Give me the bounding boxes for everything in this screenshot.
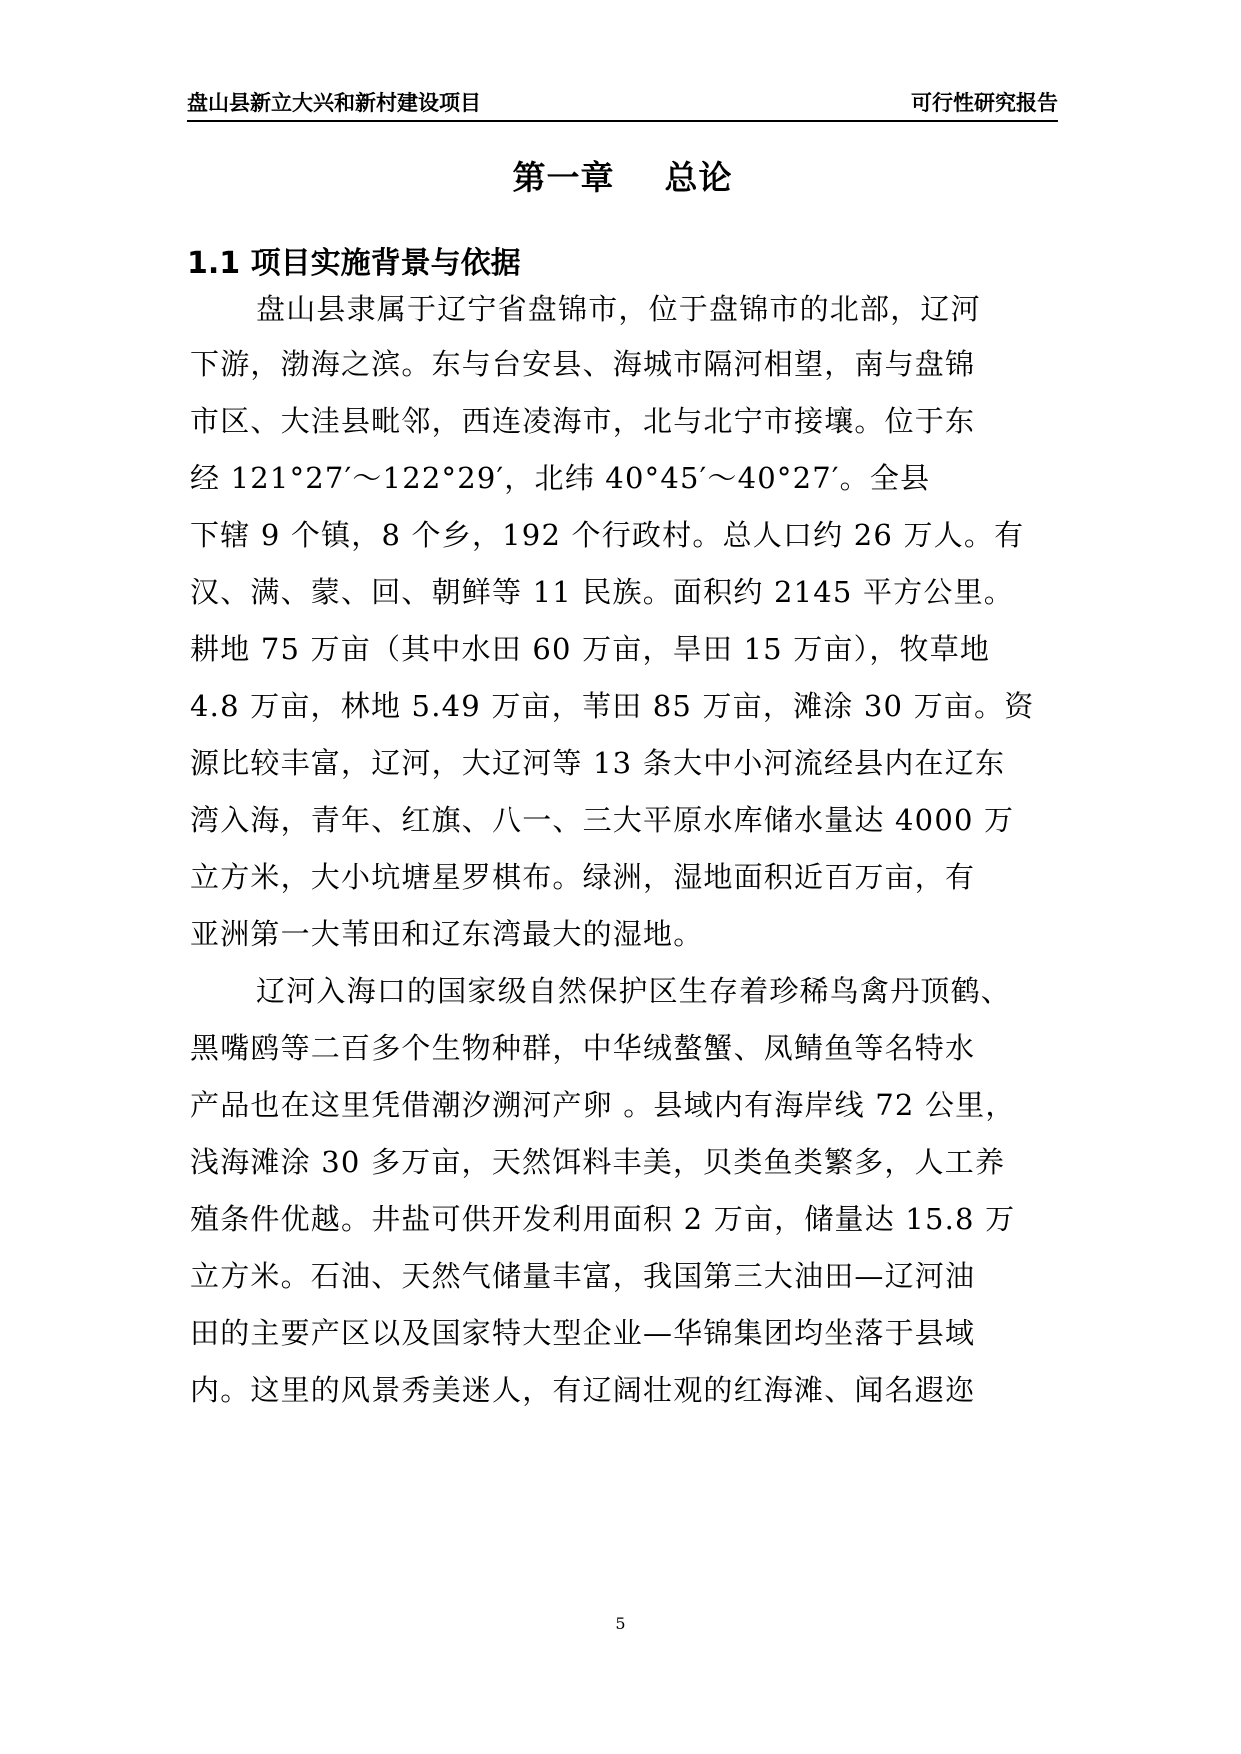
paragraph-line: 盘山县隶属于辽宁省盘锦市，位于盘锦市的北部，辽河 bbox=[256, 292, 981, 326]
paragraph-line: 立方米，大小坑塘星罗棋布。绿洲，湿地面积近百万亩，有 bbox=[190, 860, 976, 894]
paragraph-line: 源比较丰富，辽河，大辽河等 13 条大中小河流经县内在辽东 bbox=[190, 746, 1006, 780]
paragraph-line: 经 121°27′～122°29′，北纬 40°45′～40°27′。全县 bbox=[190, 461, 931, 495]
paragraph-line: 黑嘴鸥等二百多个生物种群，中华绒螯蟹、凤鲭鱼等名特水 bbox=[190, 1031, 976, 1065]
paragraph-line: 下辖 9 个镇，8 个乡，192 个行政村。总人口约 26 万人。有 bbox=[190, 518, 1025, 552]
header-project-title: 盘山县新立大兴和新村建设项目 bbox=[187, 91, 481, 115]
paragraph-line: 汉、满、蒙、回、朝鲜等 11 民族。面积约 2145 平方公里。 bbox=[190, 575, 1014, 609]
section-heading: 1.1 项目实施背景与依据 bbox=[187, 246, 521, 281]
paragraph-line: 立方米。石油、天然气储量丰富，我国第三大油田—辽河油 bbox=[190, 1259, 976, 1293]
paragraph-line: 田的主要产区以及国家特大型企业—华锦集团均坐落于县域 bbox=[190, 1316, 976, 1350]
paragraph-line: 亚洲第一大苇田和辽东湾最大的湿地。 bbox=[190, 917, 704, 951]
paragraph-line: 辽河入海口的国家级自然保护区生存着珍稀鸟禽丹顶鹤、 bbox=[256, 974, 1012, 1008]
paragraph-line: 殖条件优越。井盐可供开发利用面积 2 万亩，储量达 15.8 万 bbox=[190, 1202, 1016, 1236]
paragraph-line: 4.8 万亩，林地 5.49 万亩，苇田 85 万亩，滩涂 30 万亩。资 bbox=[190, 689, 1035, 723]
page-number: 5 bbox=[615, 1614, 626, 1633]
chapter-title: 第一章 总论 bbox=[512, 158, 733, 197]
paragraph-line: 浅海滩涂 30 多万亩，天然饵料丰美，贝类鱼类繁多，人工养 bbox=[190, 1145, 1006, 1179]
paragraph-line: 内。这里的风景秀美迷人，有辽阔壮观的红海滩、闻名遐迩 bbox=[190, 1373, 976, 1407]
paragraph-line: 市区、大洼县毗邻，西连凌海市，北与北宁市接壤。位于东 bbox=[190, 404, 976, 438]
header-report-type: 可行性研究报告 bbox=[911, 91, 1058, 115]
paragraph-line: 耕地 75 万亩（其中水田 60 万亩，旱田 15 万亩），牧草地 bbox=[190, 632, 991, 666]
paragraph-line: 产品也在这里凭借潮汐溯河产卵 。县域内有海岸线 72 公里， bbox=[190, 1088, 1016, 1122]
page-header bbox=[187, 84, 1058, 122]
paragraph-line: 下游，渤海之滨。东与台安县、海城市隔河相望，南与盘锦 bbox=[190, 347, 976, 381]
paragraph-line: 湾入海，青年、红旗、八一、三大平原水库储水量达 4000 万 bbox=[190, 803, 1015, 837]
